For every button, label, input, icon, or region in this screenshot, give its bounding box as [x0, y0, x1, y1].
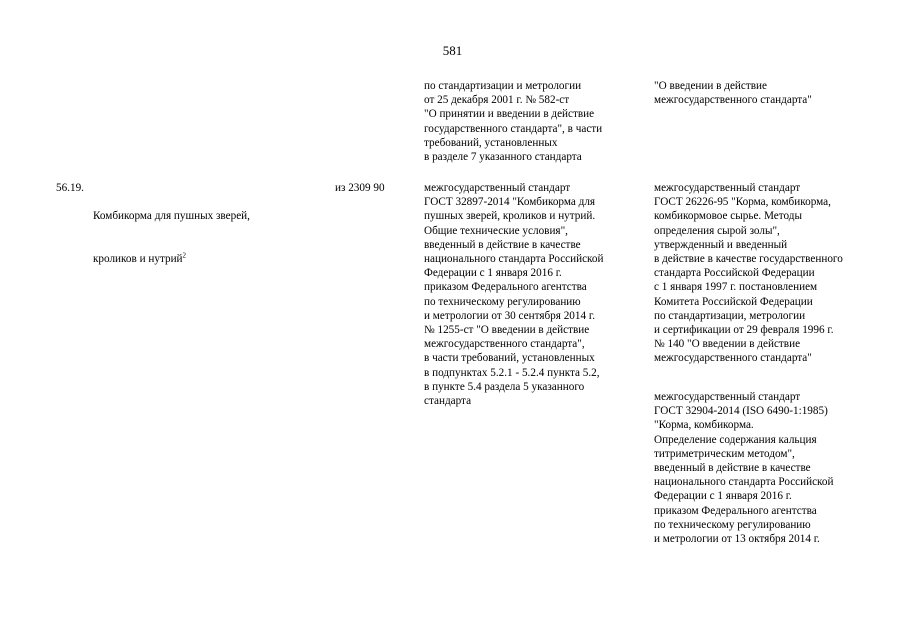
text-line: с 1 января 1997 г. постановлением — [654, 281, 818, 294]
text-line: № 1255-ст "О введении в действие — [424, 324, 590, 337]
test-method-standard-1 — [654, 181, 843, 366]
text-line: Комитета Российской Федерации — [654, 295, 813, 308]
text-line: стандарта Российской Федерации — [654, 267, 815, 280]
test-method-standard-2 — [654, 390, 834, 546]
text-line: по техническому регулированию — [654, 518, 811, 531]
text-line: межгосударственного стандарта" — [654, 352, 812, 365]
text-line: титриметрическим методом", — [654, 447, 795, 460]
text-line: Федерации с 1 января 2016 г. — [424, 267, 562, 280]
text-line: межгосударственный стандарт — [654, 391, 801, 403]
tn-ved-code: из 2309 90 — [335, 182, 385, 194]
text-line: утвержденный и введенный — [654, 238, 788, 251]
text-line: "Корма, комбикорма. — [654, 419, 754, 432]
continuation-standard-text — [424, 79, 602, 164]
text-line: по стандартизации, метрологии — [654, 309, 806, 322]
text-line: межгосударственного стандарта", — [424, 338, 585, 351]
product-name-line-1: Комбикорма для пушных зверей, — [93, 210, 250, 223]
text-line: пушных зверей, кроликов и нутрий. — [424, 210, 596, 223]
text-line: от 25 декабря 2001 г. № 582-ст — [424, 94, 570, 107]
text-line: и сертификации от 29 февраля 1996 г. — [654, 324, 834, 337]
text-line: "О введении в действие — [654, 80, 767, 92]
text-line: введенный в действие в качестве — [654, 462, 811, 475]
text-line: Общие технические условия", — [424, 224, 568, 237]
text-line: межгосударственного стандарта" — [654, 94, 812, 107]
product-name-line-2-text: кроликов и нутрий — [93, 253, 183, 266]
text-line: национального стандарта Российской — [654, 476, 834, 489]
text-line: ГОСТ 26226-95 "Корма, комбикорма, — [654, 196, 831, 209]
text-line: и метрологии от 30 сентября 2014 г. — [424, 309, 596, 322]
product-name — [93, 181, 250, 280]
text-line: по стандартизации и метрологии — [424, 80, 582, 92]
text-line: по техническому регулированию — [424, 295, 581, 308]
text-line: приказом Федерального агентства — [654, 504, 817, 517]
text-line: в разделе 7 указанного стандарта — [424, 151, 582, 164]
text-line: в подпунктах 5.2.1 - 5.2.4 пункта 5.2, — [424, 366, 600, 379]
continuation-method-text — [654, 79, 812, 107]
text-line: № 140 "О введении в действие — [654, 338, 801, 351]
text-line: комбикормовое сырье. Методы — [654, 210, 802, 223]
text-line: Определение содержания кальция — [654, 433, 817, 446]
text-line: и метрологии от 13 октября 2014 г. — [654, 533, 820, 546]
text-line: в действие в качестве государственного — [654, 253, 843, 266]
text-line: ГОСТ 32904-2014 (ISO 6490-1:1985) — [654, 405, 828, 418]
text-line: межгосударственный стандарт — [654, 182, 801, 194]
text-line: определения сырой золы", — [654, 224, 780, 237]
row-number: 56.19. — [56, 182, 84, 194]
text-line: национального стандарта Российской — [424, 253, 604, 266]
text-line: Федерации с 1 января 2016 г. — [654, 490, 792, 503]
page-number: 581 — [442, 43, 463, 58]
text-line: государственного стандарта", в части — [424, 122, 603, 135]
text-line: введенный в действие в качестве — [424, 238, 581, 251]
text-line: в части требований, установленных — [424, 352, 595, 365]
text-line: в пункте 5.4 раздела 5 указанного — [424, 380, 585, 393]
text-line: требований, установленных — [424, 136, 558, 149]
footnote-marker: 2 — [182, 251, 187, 260]
standard-requirements-text — [424, 181, 604, 408]
text-line: стандарта — [424, 395, 472, 408]
text-line: ГОСТ 32897-2014 "Комбикорма для — [424, 196, 596, 209]
text-line: "О принятии и введении в действие — [424, 108, 595, 121]
text-line: межгосударственный стандарт — [424, 182, 571, 194]
text-line: приказом Федерального агентства — [424, 281, 587, 294]
product-name-line-2 — [93, 252, 250, 266]
